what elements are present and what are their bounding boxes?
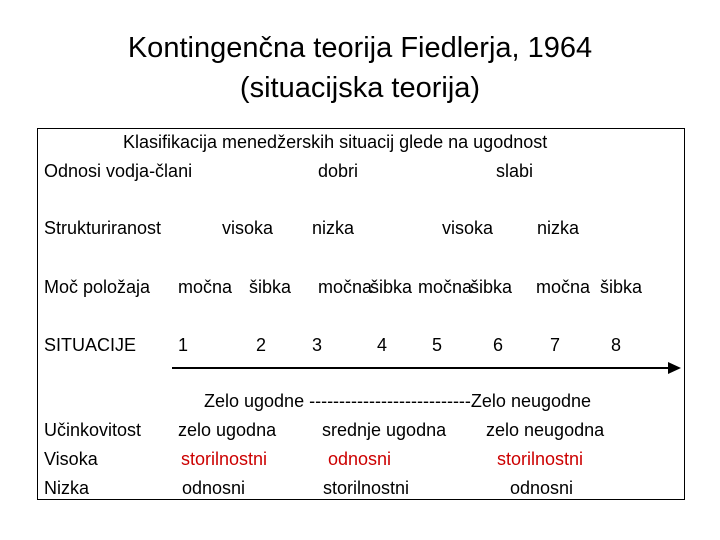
slide-title-line1: Kontingenčna teorija Fiedlerja, 1964 [127,32,593,64]
situation-8: 8 [611,335,622,355]
power-value-7: močna [536,277,591,297]
power-value-6: šibka [470,277,513,297]
situation-5: 5 [432,335,443,355]
situation-4: 4 [377,335,388,355]
power-value-1: močna [178,277,233,297]
high-value-1: storilnostni [181,449,268,469]
high-value-2: odnosni [328,449,392,469]
favorability-scale: Zelo ugodne ---------------------------Zelo neugodne [204,391,592,411]
scale-arrow [170,360,682,376]
effectiveness-value-2: srednje ugodna [322,420,447,440]
relations-label: Odnosi vodja-člani [44,161,193,181]
power-value-4: šibka [370,277,413,297]
power-value-5: močna [418,277,473,297]
structure-value-4: nizka [537,218,580,238]
relations-bad: slabi [496,161,534,181]
situation-7: 7 [550,335,561,355]
power-value-3: močna [318,277,373,297]
low-label: Nizka [44,478,90,498]
low-value-1: odnosni [182,478,246,498]
low-value-3: odnosni [510,478,574,498]
effectiveness-label: Učinkovitost [44,420,142,440]
effectiveness-value-1: zelo ugodna [178,420,277,440]
power-label: Moč položaja [44,277,151,297]
slide-title-line2: (situacijska teorija) [239,72,481,104]
structure-value-3: visoka [442,218,494,238]
structure-label: Strukturiranost [44,218,162,238]
situation-3: 3 [312,335,323,355]
low-value-2: storilnostni [323,478,410,498]
high-label: Visoka [44,449,98,469]
situation-2: 2 [256,335,267,355]
classification-table-frame [37,128,685,500]
situation-6: 6 [493,335,504,355]
power-value-8: šibka [600,277,643,297]
situations-label: SITUACIJE [44,335,137,355]
power-value-2: šibka [249,277,292,297]
effectiveness-value-3: zelo neugodna [486,420,605,440]
situation-1: 1 [178,335,189,355]
table-heading: Klasifikacija menedžerskih situacij glede na ugodnost [123,132,548,152]
relations-good: dobri [318,161,359,181]
structure-value-1: visoka [222,218,274,238]
high-value-3: storilnostni [497,449,584,469]
structure-value-2: nizka [312,218,355,238]
